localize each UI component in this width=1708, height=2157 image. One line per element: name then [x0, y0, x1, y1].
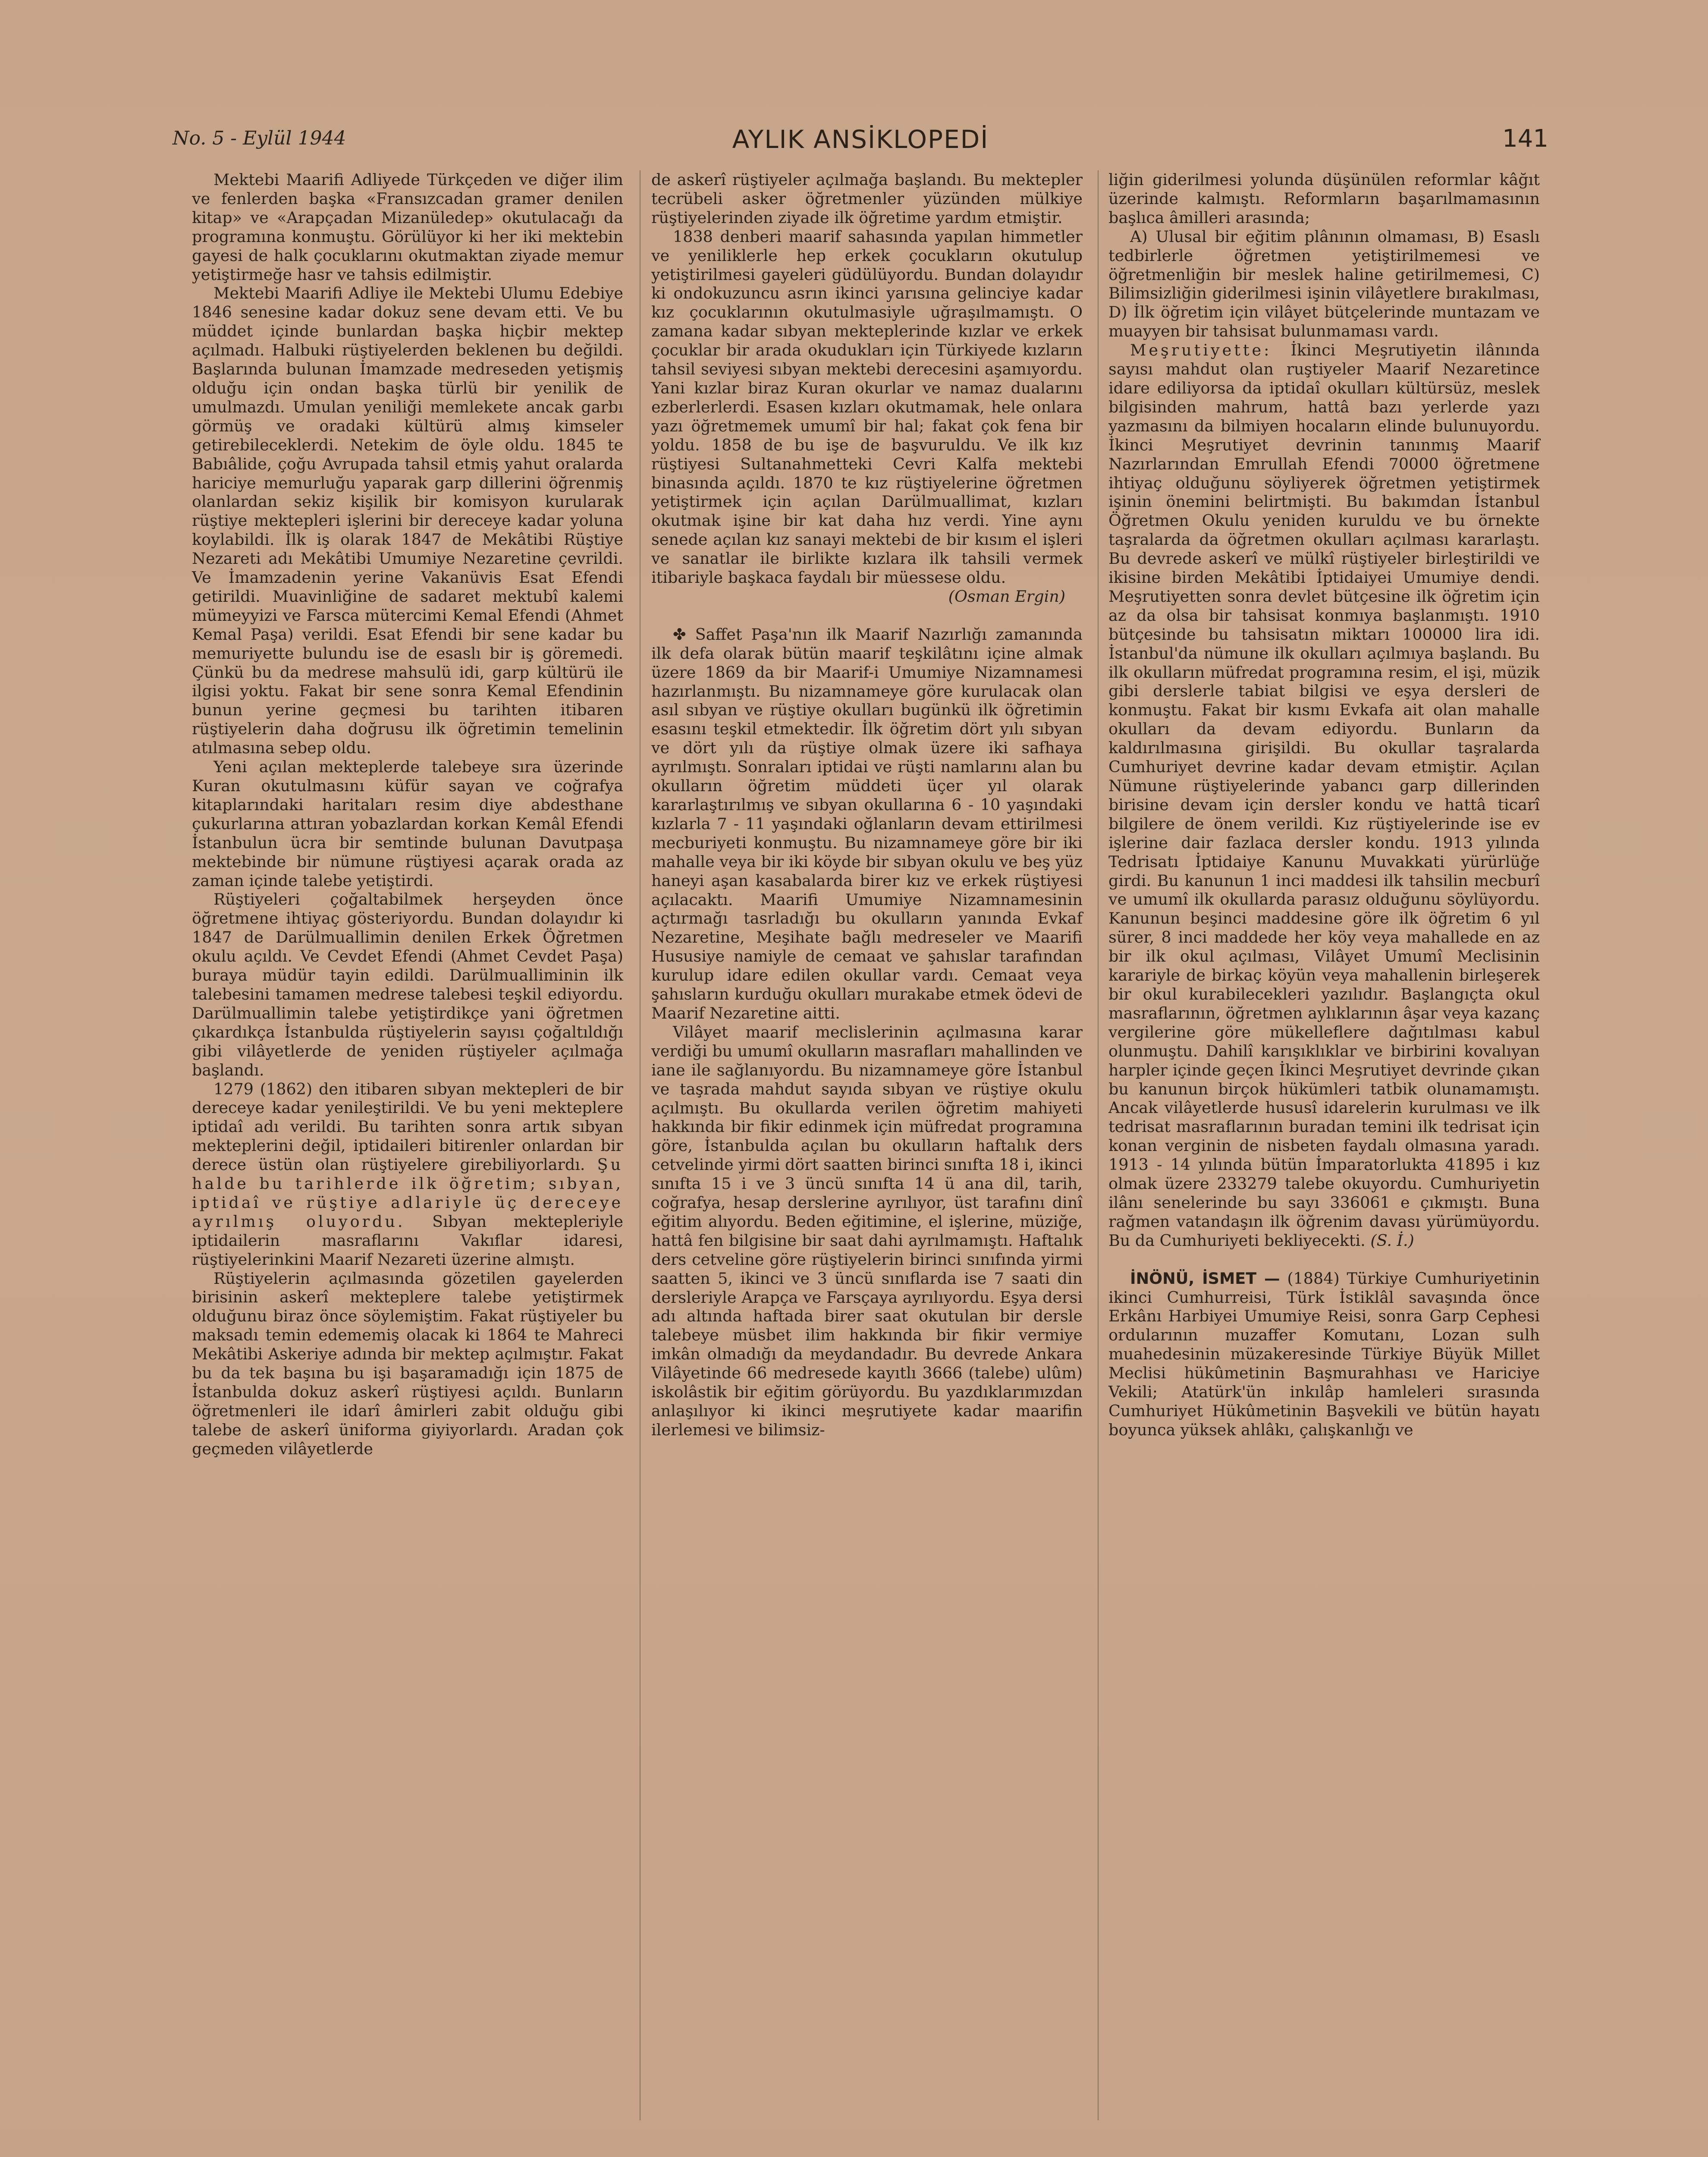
column-divider — [1098, 170, 1099, 2120]
paragraph: Rüştiyelerin açılmasında gözetilen gayelerden birisinin askerî mekteplere talebe yetiştirmek olduğunu biraz önce söylemiştim. Fakat rüştiyeler bu maksadı temin edememiş olacak ki 1864 te Mahreci Mekâtibi Askeriye adında bir mektep açılmıştır. Fakat bu da tek başına bu işi başaramadığı için 1875 de İstanbulda dokuz askerî rüştiyesi açıldı. Bunların öğretmenleri ile idarî âmirleri zabit olduğu gibi talebe de askerî üniforma giyiyorlardı. Aradan çok geçmeden vilâyetlerde — [192, 1269, 623, 1458]
section-lead: Meşrutiyette: — [1130, 341, 1272, 360]
star-ornament-icon: ✤ — [673, 625, 686, 644]
paragraph: A) Ulusal bir eğitim plânının olmaması, B) Esaslı tedbirlerle öğretmen yetiştirilmemesi ve öğretmenliğin bir meslek haline getirilmemesi, C) Bilimsizliğin giderilmesi işinin vilâyetlere bırakılması, D) İlk öğretim için vilâyet bütçelerinde muntazam ve muayyen bir tahsisat bulunmaması vardı. — [1108, 227, 1540, 341]
paragraph: Mektebi Maarifi Adliye ile Mektebi Ulumu Edebiye 1846 senesine kadar dokuz sene devam etti. Ve bu müddet içinde bunlardan başka hiçbir mektep açılmadı. Halbuki rüştiyelerden beklenen bu değildi. Başlarında bulunan İmamzade medreseden yetişmiş olduğu için ondan başka türlü bir yenilik de umulmazdı. Umulan yeniliği memlekete ancak garbı görmüş ve oradaki kültürü almış kimseler getirebileceklerdi. Netekim de öyle oldu. 1845 te Babıâlide, çoğu Avrupada tahsil etmiş yahut oralarda hariciye memurluğu yaparak garp dillerini öğrenmiş olanlardan sekiz kişilik bir komisyon kurularak rüştiye mektepleri işlerini bir dereceye kadar yoluna koylabildi. İlk iş olarak 1847 de Mekâtibi Rüştiye Nezareti adı Mekâtibi Umumiye Nezaretine çevrildi. Ve İmamzadenin yerine Vakanüvis Esat Efendi getirildi. Muavinliğine de sadaret mektubî kalemi mümeyyizi ve Farsca mütercimi Kemal Efendi (Ahmet Kemal Paşa) verildi. Esat Efendi bir sene kadar bu memuriyette bulundu ise de esaslı bir iş göremedi. Çünkü bu da medrese mahsulü idi, garp kültürü ile ilgisi yoktu. Fakat bir sene sonra Kemal Efendinin bunun yerine geçmesi bu tarihten itibaren rüştiyelerin daha doğrusu ilk öğretimin temelinin atılmasına sebep oldu. — [192, 284, 623, 758]
paragraph: de askerî rüştiyeler açılmağa başlandı. Bu mektepler tecrübeli asker öğretmenler yüzünden mülkiye rüştiyelerinden ziyade ilk öğretime yardım etmiştir. — [651, 170, 1083, 227]
paragraph: Mektebi Maarifi Adliyede Türkçeden ve diğer ilim ve fenlerden başka «Fransızcadan gramer denilen kitap» ve «Arapçadan Mizanüledep» okutulacağı da programına konmuştu. Görülüyor ki her iki mektebin gayesi de halk çocuklarını okutmaktan ziyade memur yetiştirmeğe hasr ve tahsis edilmiştir. — [192, 170, 623, 284]
spaced-text: halde bu tarihlerde ilk öğretim; sıbyan, iptidaî ve rüştiye adlariyle üç dereceye ayrılmış oluyordu. — [192, 1174, 623, 1231]
paragraph-text: İkinci Meşrutiyetin ilânında sayısı mahdut olan ruştiyeler Maarif Nezaretince idare ediliyorsa da iptidaî okulları kültürsüz, meslek bilgisinden mahrum, hattâ bazı yerlerde yazı yazmasını da bilmiyen hocaların elinde bulunuyordu. İkinci Meşrutiyet devrinin tanınmış Maarif Nazırlarından Emrullah Efendi 70000 öğretmene ihtiyaç olduğunu söyliyerek öğretmen yetiştirmek işinin önemini belirtmişti. Bu bakımdan İstanbul Öğretmen Okulu yeniden kuruldu ve bu örnekte taşralarda da öğretmen okulları açılması kararlaştı. Bu devrede askerî ve mülkî rüştiyeler birleştirildi ve ikisine birden Mekâtibi İptidaiyei Umumiye dendi. Meşrutiyetten sonra devlet bütçesine ilk öğretim için az da olsa bir tahsisat konmıya başlanmıştı. 1910 bütçesinde bu tahsisatın miktarı 100000 lira idi. İstanbul'da nümune ilk okulları açılmıya başlandı. Bu ilk okulların müfredat programına resim, el işi, müzik gibi derslerle tabiat bilgisi ve eşya dersleri de konmuştu. Fakat bir kısmı Evkafa ait olan mahalle okulları da devam ediyordu. Bunların da kaldırılmasına girişildi. Bu okullar taşralarda Cumhuriyet devrine kadar devam etmiştir. Açılan Nümune rüştiyelerinde yabancı garp dillerinden birisine devam için dersler kondu ve hattâ ticarî bilgilere de önem verildi. Kız rüştiyelerinde ise ev işlerine dair fazlaca dersler kondu. 1913 yılında Tedrisatı İptidaiye Kanunu Muvakkati yürürlüğe girdi. Bu kanunun 1 inci maddesi ilk tahsilin mecburî ve umumî ilk okullarda parasız olduğunu söylüyordu. Kanunun beşinci maddesine göre ilk öğretim 6 yıl sürer, 8 inci maddede her köy veya mahallede en az bir ilk okul açılması, Vilâyet Umumî Meclisinin karariyle de birkaç köyün veya mahallenin birleşerek bir okul kurabilecekleri yazılıdır. Başlangıçta okul masraflarının, öğretmen aylıklarının âşar veya kazanç vergilerine göre mükelleflere dağıtılması kabul olunmuştu. Dahilî karışıklıklar ve birbirini kovalıyan harpler içinde geçen İkinci Meşrutiyet devrinde çıkan bu kanunun birçok hükümleri tatbik olunamamıştı. Ancak vilâyetlerde hususî idarelerin kurulması ve ilk tedrisat masraflarının buradan temini ilk tedrisat için konan verginin de nisbeten faydalı olmasına yaradı. 1913 - 14 yılında bütün İmparatorlukta 41895 i kız olmak üzere 233279 talebe okuyordu. Cumhuriyetin ilânı senelerinde bu sayı 336061 e çıkmıştı. Buna rağmen vatandaşın ilk öğrenim davası yürümüyordu. Bu da Cumhuriyeti bekliyecekti. — [1108, 341, 1540, 1250]
entry-body: (1884) Türkiye Cumhuriyetinin ikinci Cumhurreisi, Türk İstiklâl savaşında önce Erkânı Harbiyei Umumiye Reisi, sonra Garp Cephesi ordularının muzaffer Komutanı, Lozan sulh muahedesinin müzakeresinde Türkiye Büyük Millet Meclisi hükûmetinin Başmurahhası ve Hariciye Vekili; Atatürk'ün inkılâp hamleleri sırasında Cumhuriyet Hükûmetinin Başvekili ve bütün hayatı boyunca yüksek ahlâkı, çalışkanlığı ve — [1108, 1269, 1540, 1439]
author-signature: (Osman Ergin) — [948, 587, 1065, 606]
spacer — [1108, 1250, 1540, 1269]
spacer — [651, 606, 1083, 625]
column-1 — [192, 170, 623, 1459]
column-3 — [1108, 170, 1540, 1440]
entry-headword: İNÖNÜ, İSMET — — [1130, 1269, 1280, 1288]
paragraph — [1108, 341, 1540, 1250]
paragraph-text: Saffet Paşa'nın ilk Maarif Nazırlığı zamanında ilk defa olarak bütün maarif teşkilâtını içine almak üzere 1869 da bir Maarif-i Umumiye Nizamnamesi hazırlanmıştı. Bu nizamnameye göre kurulacak olan asıl sıbyan ve rüştiye okulları bugünkü ilk öğretimin esasını teşkil etmektedir. İlk öğretim dört yılı sıbyan ve dört yılı da rüştiye olmak üzere iki safhaya ayrılmıştı. Sonraları iptidai ve rüşti namlarını alan bu okulların öğretim müddeti üçer yıl olarak kararlaştırılmış ve sıbyan okullarına 6 - 10 yaşındaki kızlarla 7 - 11 yaşındaki oğlanların devam ettirilmesi mecburiyeti konmuştu. Bu nizamnameye göre bir iki mahalle veya bir iki köyde bir sıbyan okulu ve beş yüz haneyi aşan kasabalarda birer kız ve erkek rüştiyesi açılacaktı. Maarifi Umumiye Nizamnamesinin açtırmağı tasrladığı bu okulların yanında Evkaf Nezaretine, Meşihate bağlı medreseler ve Maarifi Hususiye namiyle de cemaat ve şahıslar tarafından kurulup idare edilen okullar vardı. Cemaat veya şahısların kurduğu okulları murakabe etmek ödevi de Maarif Nezaretine aitti. — [651, 625, 1083, 1022]
paragraph: 1838 denberi maarif sahasında yapılan himmetler ve yeniliklerle hep erkek çocukların okutulup yetiştirilmesi gayeleri güdülüyordu. Bundan dolayıdır ki ondokuzuncu asrın ikinci yarısına gelinciye kadar kız çocuklarının okutulmasiyle uğraşılmamıştı. O zamana kadar sıbyan mekteplerinde kızlar ve erkek çocuklar bir arada okudukları için Türkiyede kızların tahsil seviyesi sıbyan mektebi derecesini aşamıyordu. Yani kızlar biraz Kuran okurlar ve namaz dualarını ezberlerlerdi. Esasen kızları okutmamak, hele onlara yazı öğretmemek umumî bir hal; fakat çok fena bir yoldu. 1858 de bu işe de başvuruldu. Ve ilk kız rüştiyesi Sultanahmetteki Cevri Kalfa mektebi binasında açıldı. 1870 te kız rüştiyelerine öğretmen yetiştirmek için açılan Darülmuallimat, kızları okutmak işine bir kat daha hız verdi. Yine aynı senede açılan kız sanayi mektebi de bir kısım el işleri ve sanatlar ile birlikte kızlara ilk tahsili vermek itibariyle başkaca faydalı bir müessese oldu. — [651, 227, 1083, 587]
page-number: 141 — [1502, 125, 1548, 153]
issue-date: No. 5 - Eylül 1944 — [173, 127, 346, 149]
paragraph: liğin giderilmesi yolunda düşünülen reformlar kâğıt üzerinde kalmıştı. Reformların başarılmamasının başlıca âmilleri arasında; — [1108, 170, 1540, 227]
column-2 — [651, 170, 1083, 1440]
paragraph: Rüştiyeleri çoğaltabilmek herşeyden önce öğretmene ihtiyaç gösteriyordu. Bundan dolayıdır ki 1847 de Darülmuallimin denilen Erkek Öğretmen okulu açıldı. Ve Cevdet Efendi (Ahmet Cevdet Paşa) buraya müdür tayin edildi. Darülmualliminin ilk talebesini tamamen medrese talebesi teşkil ediyordu. Darülmuallimin talebe yetiştirdikçe yani öğretmen çıkardıkça İstanbulda rüştiyelerin sayısı çoğaltıldığı gibi vilâyetlerde de yeniden rüştiyeler açılmağa başlandı. — [192, 890, 623, 1079]
paragraph-text: Sıbyan mektepleriyle iptidailerin masraflarını Vakıflar idaresi, rüştiyelerinkini Maarif Nezareti üzerine almıştı. — [192, 1212, 624, 1269]
paragraph: Vilâyet maarif meclislerinin açılmasına karar verdiği bu umumî okulların masrafları mahallinden ve iane ile sağlanıyordu. Bu nizamnameye göre İstanbul ve taşrada mahdut sayıda sıbyan ve rüştiye okulu açılmıştı. Bu okullarda verilen öğretim mahiyeti hakkında bir fikir edinmek için müfredat programına göre, İstanbulda açılan bu okulların haftalık ders cetvelinde yirmi dört saatten birinci sınıfta 18 i, ikinci sınıfta 15 i ve 3 üncü sınıfta 14 ü ana dil, tarih, coğrafya, hesap derslerine ayrılıyor, üst tarafını dinî eğitim alıyordu. Beden eğitimine, el işlerine, müziğe, hattâ fen bilgisine bir saat dahi ayrılmamıştı. Haftalık ders cetveline göre rüştiyelerin birinci sınıfında yirmi saatten 5, ikinci ve 3 üncü sınıflarda ise 7 saati din dersleriyle Arapça ve Farsçaya ayrılıyordu. Eşya dersi adı altında haftada birer saat okutulan bir dersle talebeye müsbet ilim hakkında bir fikir vermiye imkân olmadığı da meydandadır. Bu devrede Ankara Vilâyetinde 66 medresede kayıtlı 3666 (talebe) ulûm) iskolâstik bir eğitim görüyordu. Bu yazdıklarımızdan anlaşılıyor ki ikinci meşrutiyete kadar maarifin ilerlemesi ve bilimsiz- — [651, 1022, 1083, 1439]
paragraph — [192, 1080, 623, 1269]
author-signature: (S. İ.) — [1370, 1231, 1414, 1250]
emphasis-word: Şu — [597, 1155, 623, 1174]
publication-title: AYLIK ANSİKLOPEDİ — [732, 125, 989, 154]
paragraph: Yeni açılan mekteplerde talebeye sıra üzerinde Kuran okutulmasını küfür sayan ve coğrafya kitaplarındaki haritaları resim diye abdesthane çukurlarına attıran yobazlardan korkan Kemâl Efendi İstanbulun ücra bir semtinde bulunan Davutpaşa mektebinde bir nümune rüştiyesi açarak orada az zaman içinde talebe yetiştirdi. — [192, 758, 623, 890]
encyclopedia-entry — [1108, 1269, 1540, 1440]
paragraph — [651, 625, 1083, 1023]
paragraph-text: 1279 (1862) den itibaren sıbyan mektepleri de bir dereceye kadar yenileştirildi. Ve bu yeni mekteplere iptidaî adı verildi. Bu tarihten sonra artık sıbyan mekteplerini değil, iptidaileri bitirenler onlardan bir derece üstün olan rüştiyelere girebiliyorlardı. — [192, 1079, 623, 1174]
page-header — [173, 123, 1548, 162]
